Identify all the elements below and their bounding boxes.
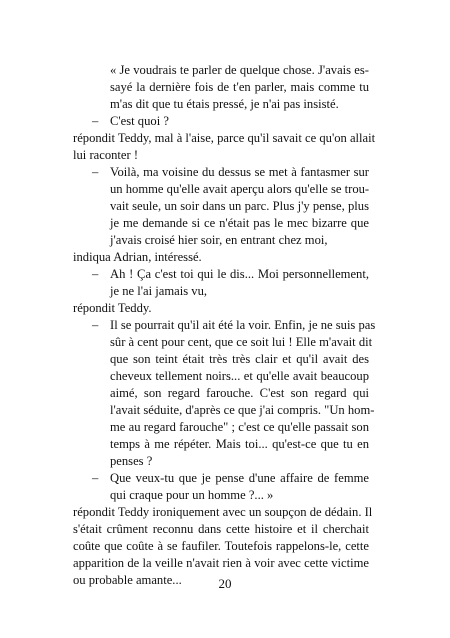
text-line: « Je voudrais te parler de quelque chose. J'avais es- xyxy=(110,63,369,77)
text-line: sûr à cent pour cent, que ce soit lui ! Elle m'avait dit xyxy=(110,335,373,349)
page-number: 20 xyxy=(218,576,232,591)
text-line: sayé la dernière fois de t'en parler, mais comme tu xyxy=(110,80,369,94)
text-line: Il se pourrait qu'il ait été la voir. Enfin, je ne suis pas xyxy=(110,318,376,332)
text-line: qui craque pour un homme ?... » xyxy=(110,488,274,502)
dialogue-dash: – xyxy=(92,165,99,179)
text-line: s'était crûment reconnu dans cette histoire et il cherchait xyxy=(73,522,369,536)
text-line: ou probable amante... xyxy=(73,573,182,587)
text-line: l'avait séduite, d'après ce que j'ai compris. "Un hom- xyxy=(110,403,375,417)
text-line: un homme qu'elle avait aperçu alors qu'elle se trou- xyxy=(110,182,370,196)
text-line: cheveux tellement noirs... et qu'elle avait beaucoup xyxy=(110,369,369,383)
text-line: vait seule, un soir dans un parc. Plus j'y pense, plus xyxy=(110,199,369,213)
text-line: aimé, son regard farouche. C'est son regard qui xyxy=(110,386,369,400)
text-line: je me demande si ce n'était pas le mec bizarre que xyxy=(110,216,369,230)
text-line: que son teint était très très clair et qu'il avait des xyxy=(110,352,369,366)
dialogue-dash: – xyxy=(92,318,99,332)
dialogue-dash: – xyxy=(92,114,99,128)
text-line: temps à me répéter. Mais toi... qu'est-ce que tu en xyxy=(110,437,369,451)
text-line: C'est quoi ? xyxy=(110,114,169,128)
text-line: me au regard farouche" ; c'est ce qu'elle passait son xyxy=(110,420,369,434)
text-line: je ne l'ai jamais vu, xyxy=(110,284,208,298)
dialogue-dash: – xyxy=(92,267,99,281)
text-line: m'as dit que tu étais pressé, je n'ai pas insisté. xyxy=(110,97,339,111)
text-line: Voilà, ma voisine du dessus se met à fantasmer sur xyxy=(110,165,369,179)
text-line: Ah ! Ça c'est toi qui le dis... Moi personnellement, xyxy=(110,267,369,281)
text-line: répondit Teddy ironiquement avec un soupçon de dédain. Il xyxy=(73,505,373,519)
text-line: indiqua Adrian, intéressé. xyxy=(73,250,202,264)
text-line: apparition de la veille n'avait rien à voir avec cette victime xyxy=(73,556,369,570)
text-line: répondit Teddy, mal à l'aise, parce qu'il savait ce qu'on allait xyxy=(73,131,376,145)
text-line: Que veux-tu que je pense d'une affaire de femme xyxy=(110,471,369,485)
text-line: coûte que coûte à se faufiler. Toutefois rappelons-le, cette xyxy=(73,539,369,553)
text-line: lui raconter ! xyxy=(73,148,139,162)
text-line: répondit Teddy. xyxy=(73,301,152,315)
text-line: j'avais croisé hier soir, en entrant chez moi, xyxy=(110,233,328,247)
text-line: penses ? xyxy=(110,454,153,468)
dialogue-dash: – xyxy=(92,471,99,485)
